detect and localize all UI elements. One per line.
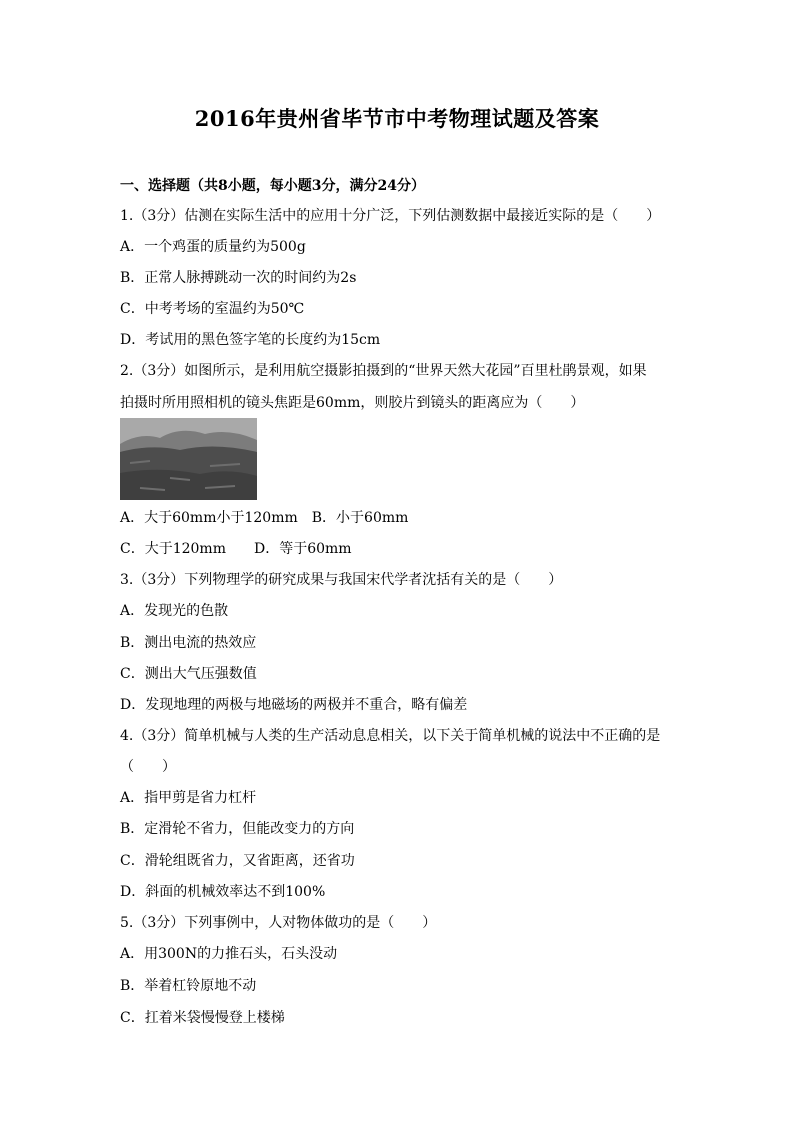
landscape-photo (120, 418, 257, 500)
question-3-stem: 3.（3分）下列物理学的研究成果与我国宋代学者沈括有关的是（ ） (120, 572, 563, 588)
question-2-options-cd: C．大于120mm D．等于60mm (120, 541, 352, 557)
question-3-option-d: D．发现地理的两极与地磁场的两极并不重合，略有偏差 (120, 697, 468, 713)
question-2-options-ab: A．大于60mm小于120mm B．小于60mm (120, 510, 409, 526)
question-5-option-a: A．用300N的力推石头，石头没动 (120, 946, 338, 962)
question-1-option-a: A．一个鸡蛋的质量约为500g (120, 239, 306, 255)
question-5-option-c: C．扛着米袋慢慢登上楼梯 (120, 1010, 285, 1026)
question-1-option-d: D．考试用的黑色签字笔的长度约为15cm (120, 332, 381, 348)
question-4-option-d: D．斜面的机械效率达不到100% (120, 884, 326, 900)
question-3-option-b: B．测出电流的热效应 (120, 635, 257, 651)
question-1-stem: 1.（3分）估测在实际生活中的应用十分广泛，下列估测数据中最接近实际的是（ ） (120, 208, 661, 224)
question-4-option-b: B．定滑轮不省力，但能改变力的方向 (120, 821, 355, 837)
question-4-stem-line-1: 4.（3分）简单机械与人类的生产活动息息相关，以下关于简单机械的说法中不正确的是 (120, 728, 661, 744)
question-2-stem-line-1: 2.（3分）如图所示，是利用航空摄影拍摄到的“世界天然大花园”百里杜鹃景观，如果 (120, 363, 647, 379)
question-3-option-c: C．测出大气压强数值 (120, 666, 257, 682)
question-4-stem-line-2: （ ） (120, 759, 176, 775)
section-heading: 一、选择题（共8小题，每小题3分，满分24分） (120, 178, 425, 194)
question-2-stem-line-2: 拍摄时所用照相机的镜头焦距是60mm，则胶片到镜头的距离应为（ ） (120, 395, 585, 411)
question-5-stem: 5.（3分）下列事例中，人对物体做功的是（ ） (120, 915, 437, 931)
document-title: 2016年贵州省毕节市中考物理试题及答案 (194, 106, 600, 131)
question-4-option-a: A．指甲剪是省力杠杆 (120, 790, 257, 806)
question-3-option-a: A．发现光的色散 (120, 603, 229, 619)
question-5-option-b: B．举着杠铃原地不动 (120, 978, 257, 994)
question-4-option-c: C．滑轮组既省力，又省距离，还省功 (120, 853, 355, 869)
question-1-option-c: C．中考考场的室温约为50℃ (120, 301, 305, 317)
question-1-option-b: B．正常人脉搏跳动一次的时间约为2s (120, 270, 357, 286)
